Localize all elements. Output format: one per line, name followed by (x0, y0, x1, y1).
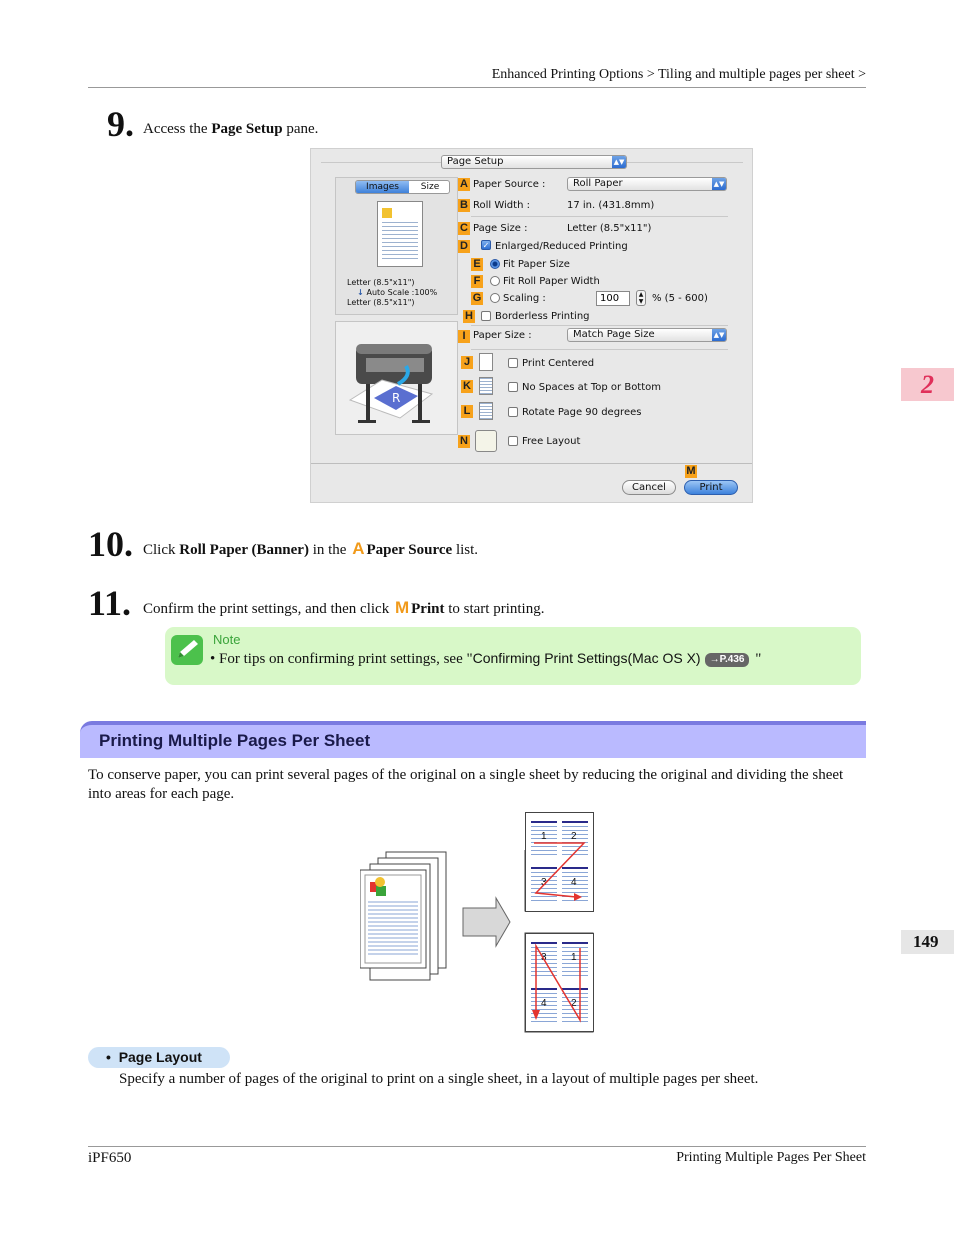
preview-line-3: Letter (8.5"x11") (347, 298, 415, 307)
print-centered-checkbox[interactable] (508, 358, 518, 368)
borderless-checkbox[interactable] (481, 311, 491, 321)
label-tag-l: L (461, 405, 473, 418)
letter-m-icon: M (394, 598, 410, 617)
label-tag-b: B (458, 199, 470, 212)
layout-sheet-z-order (525, 812, 594, 912)
step-number-10: 10. (88, 524, 133, 564)
pane-popup[interactable]: Page Setup ▲▼ (441, 155, 627, 169)
page-num: 3 (541, 877, 547, 888)
label-tag-m: M (686, 465, 696, 477)
label-tag-h: H (463, 310, 475, 323)
step-text-11: Confirm the print settings, and then click M Print to start printing. (143, 598, 545, 617)
paper-size-label: Paper Size : (473, 330, 532, 341)
label-tag-c: C (458, 222, 470, 235)
tab-images[interactable]: Images (356, 181, 409, 193)
footer-rule (88, 1146, 866, 1147)
label-tag-a: A (458, 178, 470, 191)
note-title: Note (213, 632, 241, 647)
svg-text:R: R (392, 391, 401, 405)
page-layout-heading: • Page Layout (106, 1049, 202, 1065)
page-preview-thumbnail (377, 201, 423, 267)
preview-text-lines (382, 222, 418, 262)
enlarged-reduced-checkbox[interactable]: ✓ (482, 241, 490, 250)
header-rule (88, 87, 866, 88)
roll-width-label: Roll Width : (473, 200, 530, 211)
down-arrow-icon: ↓ (357, 288, 367, 297)
step-text-10: Click Roll Paper (Banner) in the A Paper Source list. (143, 539, 479, 558)
page-num: 4 (541, 998, 547, 1009)
footer-model: iPF650 (88, 1150, 132, 1166)
no-spaces-icon (479, 377, 493, 395)
fit-roll-width-radio[interactable] (490, 276, 500, 286)
fit-roll-width-label: Fit Roll Paper Width (503, 276, 600, 287)
page-ref-badge[interactable]: →P.436 (705, 653, 750, 667)
preview-graphic-icon (382, 208, 392, 218)
page-num: 2 (571, 831, 577, 842)
step-text-9: Access the Page Setup pane. (143, 121, 319, 137)
pencil-note-icon (170, 634, 204, 666)
page-size-value: Letter (8.5"x11") (567, 223, 652, 234)
label-tag-i: I (458, 330, 470, 343)
free-layout-label: Free Layout (522, 436, 581, 447)
page-num: 2 (571, 998, 577, 1009)
enlarged-reduced-label: Enlarged/Reduced Printing (495, 241, 628, 252)
section-title: Printing Multiple Pages Per Sheet (99, 731, 371, 750)
label-tag-g: G (472, 292, 482, 304)
paper-size-select[interactable]: Match Page Size ▲▼ (567, 328, 727, 342)
page-num: 1 (541, 831, 547, 842)
chapter-tab[interactable] (901, 368, 954, 401)
preview-line-1: Letter (8.5"x11") (347, 278, 415, 287)
scaling-radio[interactable] (490, 293, 500, 303)
label-tag-n: N (458, 435, 470, 448)
chapter-number: 2 (921, 370, 934, 399)
scaling-stepper[interactable]: ▲ ▼ (636, 290, 646, 306)
popup-arrows-icon: ▲▼ (613, 158, 625, 166)
note-text: • For tips on confirming print settings, see "Confirming Print Settings(Mac OS X) →P.436 " (210, 650, 762, 667)
fit-paper-size-radio[interactable] (490, 259, 500, 269)
layout-sheet-n-order (525, 933, 594, 1032)
section-intro: To conserve paper, you can print several pages of the original on a single sheet by reducing the original and dividing the sheet into areas for each page. (88, 767, 844, 802)
printer-illustration-panel (335, 321, 458, 435)
page-number: 149 (913, 932, 939, 951)
step-number-9: 9. (107, 104, 134, 144)
roll-width-value: 17 in. (431.8mm) (567, 200, 655, 211)
page-layout-description: Specify a number of pages of the original to print on a single sheet, in a layout of multiple pages per sheet. (119, 1071, 759, 1087)
page-size-label: Page Size : (473, 223, 528, 234)
preview-line-2: ↓ Auto Scale :100% (357, 288, 438, 297)
letter-a-icon: A (352, 539, 365, 558)
label-tag-f: F (471, 275, 483, 288)
no-spaces-checkbox[interactable] (508, 382, 518, 392)
print-button[interactable]: Print (684, 480, 738, 495)
page-num: 4 (571, 877, 577, 888)
fit-paper-size-label: Fit Paper Size (503, 259, 570, 270)
print-centered-icon (479, 353, 493, 371)
scaling-input[interactable] (596, 291, 630, 306)
page-num: 1 (571, 952, 577, 963)
footer-section: Printing Multiple Pages Per Sheet (676, 1150, 866, 1165)
preview-tabs (355, 180, 450, 194)
rotate-page-icon (479, 402, 493, 420)
scaling-range: % (5 - 600) (652, 293, 708, 304)
page-num: 3 (541, 952, 547, 963)
borderless-label: Borderless Printing (495, 311, 590, 322)
z-order-arrow-icon (526, 813, 595, 913)
label-tag-j: J (461, 356, 473, 369)
rotate-page-checkbox[interactable] (508, 407, 518, 417)
no-spaces-label: No Spaces at Top or Bottom (522, 382, 662, 393)
rotate-page-label: Rotate Page 90 degrees (522, 407, 642, 418)
popup-arrows-icon: ▲▼ (713, 331, 725, 339)
popup-arrows-icon: ▲▼ (713, 180, 725, 188)
printer-illustration (336, 322, 457, 434)
paper-source-label: Paper Source : (473, 179, 546, 190)
print-centered-label: Print Centered (522, 358, 595, 369)
scaling-label: Scaling : (503, 293, 546, 304)
cancel-button[interactable]: Cancel (622, 480, 676, 495)
step-number-11: 11. (88, 583, 132, 623)
n-order-arrow-icon (526, 934, 595, 1033)
page-setup-dialog (310, 148, 753, 503)
page-number-tab (901, 930, 954, 954)
free-layout-checkbox[interactable] (508, 436, 518, 446)
breadcrumb: Enhanced Printing Options > Tiling and multiple pages per sheet > (491, 67, 866, 82)
free-layout-icon (475, 430, 497, 452)
label-tag-k: K (461, 380, 473, 393)
paper-source-select[interactable]: Roll Paper ▲▼ (567, 177, 727, 191)
label-tag-d: D (458, 240, 470, 253)
confirming-print-settings-link[interactable]: Confirming Print Settings(Mac OS X) (472, 650, 701, 666)
tab-size[interactable]: Size (420, 182, 440, 192)
label-tag-e: E (471, 258, 483, 271)
